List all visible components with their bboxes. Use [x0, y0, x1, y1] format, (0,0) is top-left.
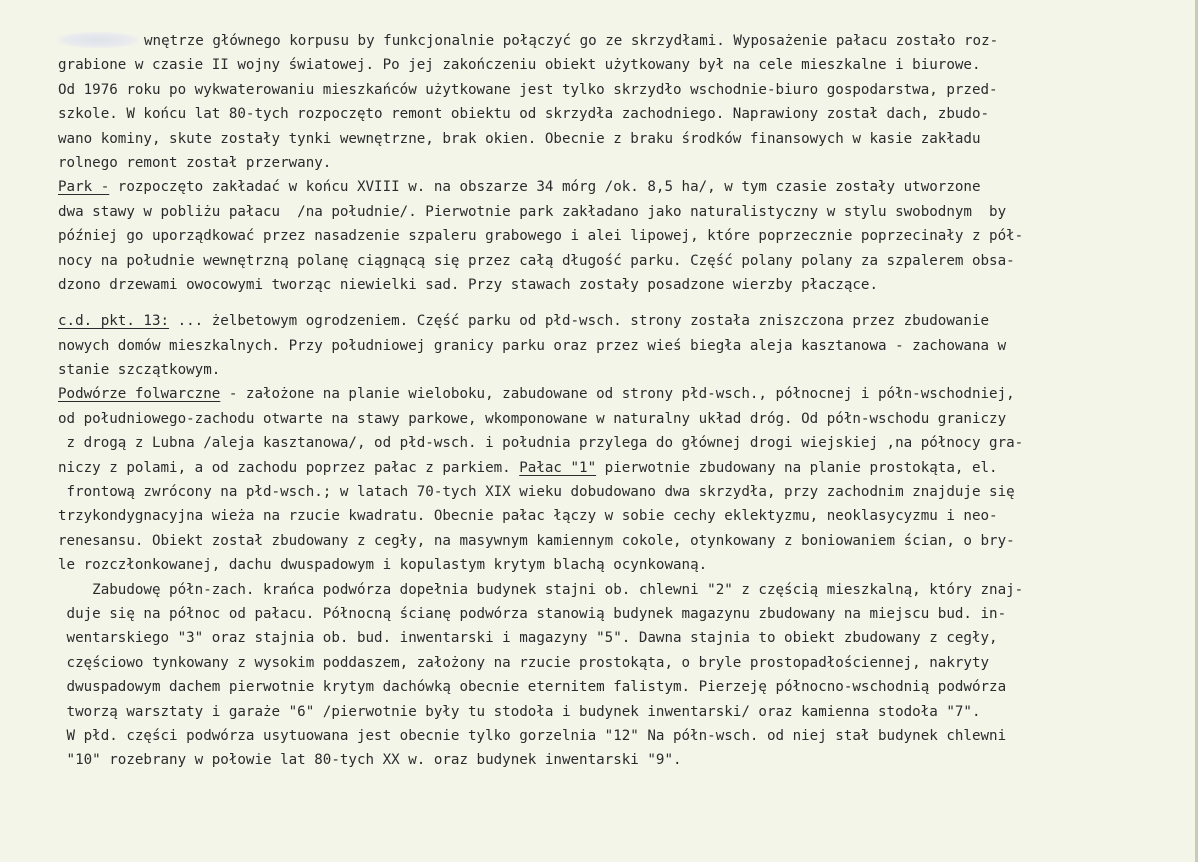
text-line: le rozczłonkowanej, dachu dwuspadowym i kopulastym krytym blachą ocynkowaną. [58, 557, 708, 574]
text-line [58, 29, 1186, 53]
text-line: później go uporządkować przez nasadzenie szpaleru grabowego i alei lipowej, które poprzecznie poprzecinały z pół- [58, 228, 1024, 245]
cd-section-line [58, 309, 1186, 333]
line-text: pierwotnie zbudowany na planie prostokąta, el. [596, 459, 998, 476]
text-line: Od 1976 roku po wykwaterowaniu mieszkańców użytkowane jest tylko skrzydło wschodnie-biuro gospodarstwa, przed- [58, 81, 998, 98]
text-line: z drogą z Lubna /aleja kasztanowa/, od płd-wsch. i południa przylega do głównej drogi wiejskiej ,na północy gra- [58, 435, 1024, 452]
text-line: od południowego-zachodu otwarte na stawy parkowe, wkomponowane w naturalny układ dróg. Od półn-wschodu graniczy [58, 410, 1007, 427]
text-line: "10" rozebrany w połowie lat 80-tych XX w. oraz budynek inwentarski "9". [58, 752, 682, 769]
text-line: częściowo tynkowany z wysokim poddaszem, założony na rzucie prostokąta, o bryle prostopadłościennej, nakryty [58, 654, 990, 671]
line-text: wnętrze głównego korpusu by funkcjonalnie połączyć go ze skrzydłami. Wyposażenie pałacu zostało roz- [144, 33, 999, 49]
text-line: Zabudowę półn-zach. krańca podwórza dopełnia budynek stajni ob. chlewni "2" z częścią mieszkalną, który znaj- [58, 581, 1024, 598]
line-text: - założone na planie wieloboku, zabudowane od strony płd-wsch., północnej i półn-wschodniej, [220, 386, 1015, 403]
text-line: dzono drzewami owocowymi tworząc niewielki sad. Przy stawach zostały posadzone wierzby płaczące. [58, 276, 878, 293]
park-heading: Park - [58, 179, 110, 196]
text-line: nocy na południe wewnętrzną polanę ciągnącą się przez całą długość parku. Część polany polany za szpalerem obsa- [58, 252, 1015, 269]
text-line: dwuspadowym dachem pierwotnie krytym dachówką obecnie eternitem falistym. Pierzeję północno-wschodnią podwórza [58, 679, 1007, 696]
text-line: wano kominy, skute zostały tynki wewnętrzne, brak okien. Obecnie z braku środków finansowych w kasie zakładu [58, 130, 981, 147]
text-line: grabione w czasie II wojny światowej. Po jej zakończeniu obiekt użytkowany był na cele mieszkalne i biurowe. [58, 57, 981, 74]
text-line: szkole. W końcu lat 80-tych rozpoczęto remont obiektu od skrzydła zachodniego. Naprawiony został dach, zbudo- [58, 106, 990, 123]
podworze-heading: Podwórze folwarczne [58, 386, 221, 403]
text-line: duje się na północ od pałacu. Północną ścianę podwórza stanowią budynek magazynu zbudowany na miejscu bud. in- [58, 605, 1007, 622]
text-line: nowych domów mieszkalnych. Przy południowej granicy parku oraz przez wieś biegła aleja kasztanowa - zachowana w [58, 337, 1007, 354]
text-line: renesansu. Obiekt został zbudowany z cegły, na masywnym kamiennym cokole, otynkowany z boniowaniem ścian, o bry- [58, 532, 1015, 549]
line-text: niczy z polami, a od zachodu poprzez pałac z parkiem. [58, 459, 520, 476]
text-line: W płd. części podwórza usytuowana jest obecnie tylko gorzelnia "12" Na półn-wsch. od niej stał budynek chlewni [58, 727, 1007, 744]
text-line: wentarskiego "3" oraz stajnia ob. bud. inwentarski i magazyny "5". Dawna stajnia to obiekt zbudowany z cegły, [58, 630, 998, 647]
palac-heading: Pałac "1" [519, 459, 597, 476]
text-line: rolnego remont został przerwany. [58, 154, 332, 171]
typed-text-body [58, 29, 1186, 773]
text-line: tworzą warsztaty i garaże "6" /pierwotnie były tu stodoła i budynek inwentarski/ oraz kamienna stodoła "7". [58, 703, 981, 720]
cd-heading: c.d. pkt. 13: [58, 313, 170, 330]
ink-smudge [58, 32, 138, 48]
paragraph-gap [58, 297, 1186, 309]
palac-section-line [58, 456, 1186, 480]
line-text: ... żelbetowym ogrodzeniem. Część parku od płd-wsch. strony została zniszczona przez zbudowanie [169, 313, 990, 330]
podworze-section-line [58, 382, 1186, 406]
line-text: rozpoczęto zakładać w końcu XVIII w. na obszarze 34 mórg /ok. 8,5 ha/, w tym czasie zostały utworzone [109, 179, 981, 196]
text-line: frontową zwrócony na płd-wsch.; w latach 70-tych XIX wieku dobudowano dwa skrzydła, przy zachodnim znajduje się [58, 484, 1015, 501]
text-line: stanie szczątkowym. [58, 362, 221, 379]
park-section-line [58, 175, 1186, 199]
text-line: trzykondygnacyjna wieża na rzucie kwadratu. Obecnie pałac łączy w sobie cechy eklektyzmu, neoklasycyzmu i neo- [58, 508, 998, 525]
text-line: dwa stawy w pobliżu pałacu /na południe/. Pierwotnie park zakładano jako naturalistyczny w stylu swobodnym by [58, 203, 1007, 220]
